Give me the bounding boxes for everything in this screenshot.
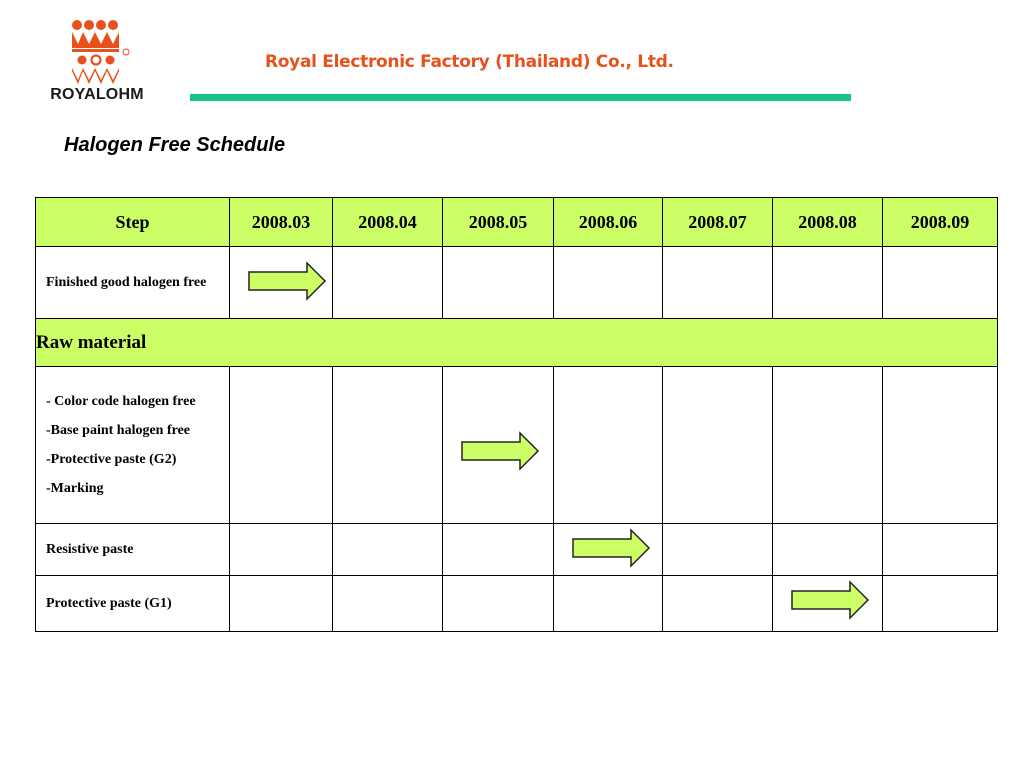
month-header: 2008.08 (773, 198, 883, 247)
royalohm-logo (44, 18, 150, 106)
step-label (36, 247, 230, 319)
schedule-table (35, 197, 998, 632)
step-line: -Base paint halogen free (46, 422, 191, 438)
month-cell (333, 524, 443, 576)
month-cell (443, 524, 554, 576)
step-line: Finished good halogen free (46, 274, 207, 290)
month-cell (333, 576, 443, 632)
step-label (36, 367, 230, 524)
crown-logo-icon (44, 18, 150, 86)
month-cell (230, 247, 333, 319)
month-header: 2008.05 (443, 198, 554, 247)
month-header: 2008.04 (333, 198, 443, 247)
month-cell (554, 247, 663, 319)
month-cell (773, 367, 883, 524)
month-cell (554, 576, 663, 632)
schedule-arrow-icon (571, 528, 651, 568)
month-cell (230, 576, 333, 632)
header-divider (190, 94, 851, 101)
month-cell (443, 367, 554, 524)
step-label (36, 576, 230, 632)
month-header: 2008.06 (554, 198, 663, 247)
month-header: 2008.03 (230, 198, 333, 247)
table-row (36, 524, 998, 576)
table-row (36, 576, 998, 632)
page-title: Halogen Free Schedule (64, 134, 286, 156)
month-cell (663, 576, 773, 632)
step-line: -Protective paste (G2) (46, 451, 177, 467)
step-header: Step (36, 198, 230, 247)
month-cell (883, 576, 998, 632)
month-cell (883, 247, 998, 319)
table-row (36, 247, 998, 319)
month-cell (773, 576, 883, 632)
month-cell (663, 247, 773, 319)
table-row (36, 367, 998, 524)
month-cell (230, 524, 333, 576)
month-cell (883, 524, 998, 576)
logo-wordmark: ROYALOHM (50, 86, 144, 103)
step-line: - Color code halogen free (46, 393, 196, 409)
month-cell (443, 576, 554, 632)
section-label: Raw material (36, 319, 998, 367)
month-cell (554, 524, 663, 576)
month-header: 2008.07 (663, 198, 773, 247)
header-row (36, 198, 998, 247)
step-label (36, 524, 230, 576)
month-cell (663, 524, 773, 576)
month-cell (333, 247, 443, 319)
step-line: -Marking (46, 480, 104, 496)
section-row (36, 319, 998, 367)
schedule-arrow-icon (460, 431, 540, 471)
schedule-arrow-icon (247, 261, 327, 301)
step-line: Protective paste (G1) (46, 595, 172, 611)
month-cell (883, 367, 998, 524)
month-cell (333, 367, 443, 524)
month-cell (773, 247, 883, 319)
month-cell (230, 367, 333, 524)
month-cell (554, 367, 663, 524)
step-line: Resistive paste (46, 541, 134, 557)
month-header: 2008.09 (883, 198, 998, 247)
schedule-arrow-icon (790, 580, 870, 620)
month-cell (663, 367, 773, 524)
company-name: Royal Electronic Factory (Thailand) Co., Ltd. (265, 52, 674, 72)
month-cell (773, 524, 883, 576)
month-cell (443, 247, 554, 319)
